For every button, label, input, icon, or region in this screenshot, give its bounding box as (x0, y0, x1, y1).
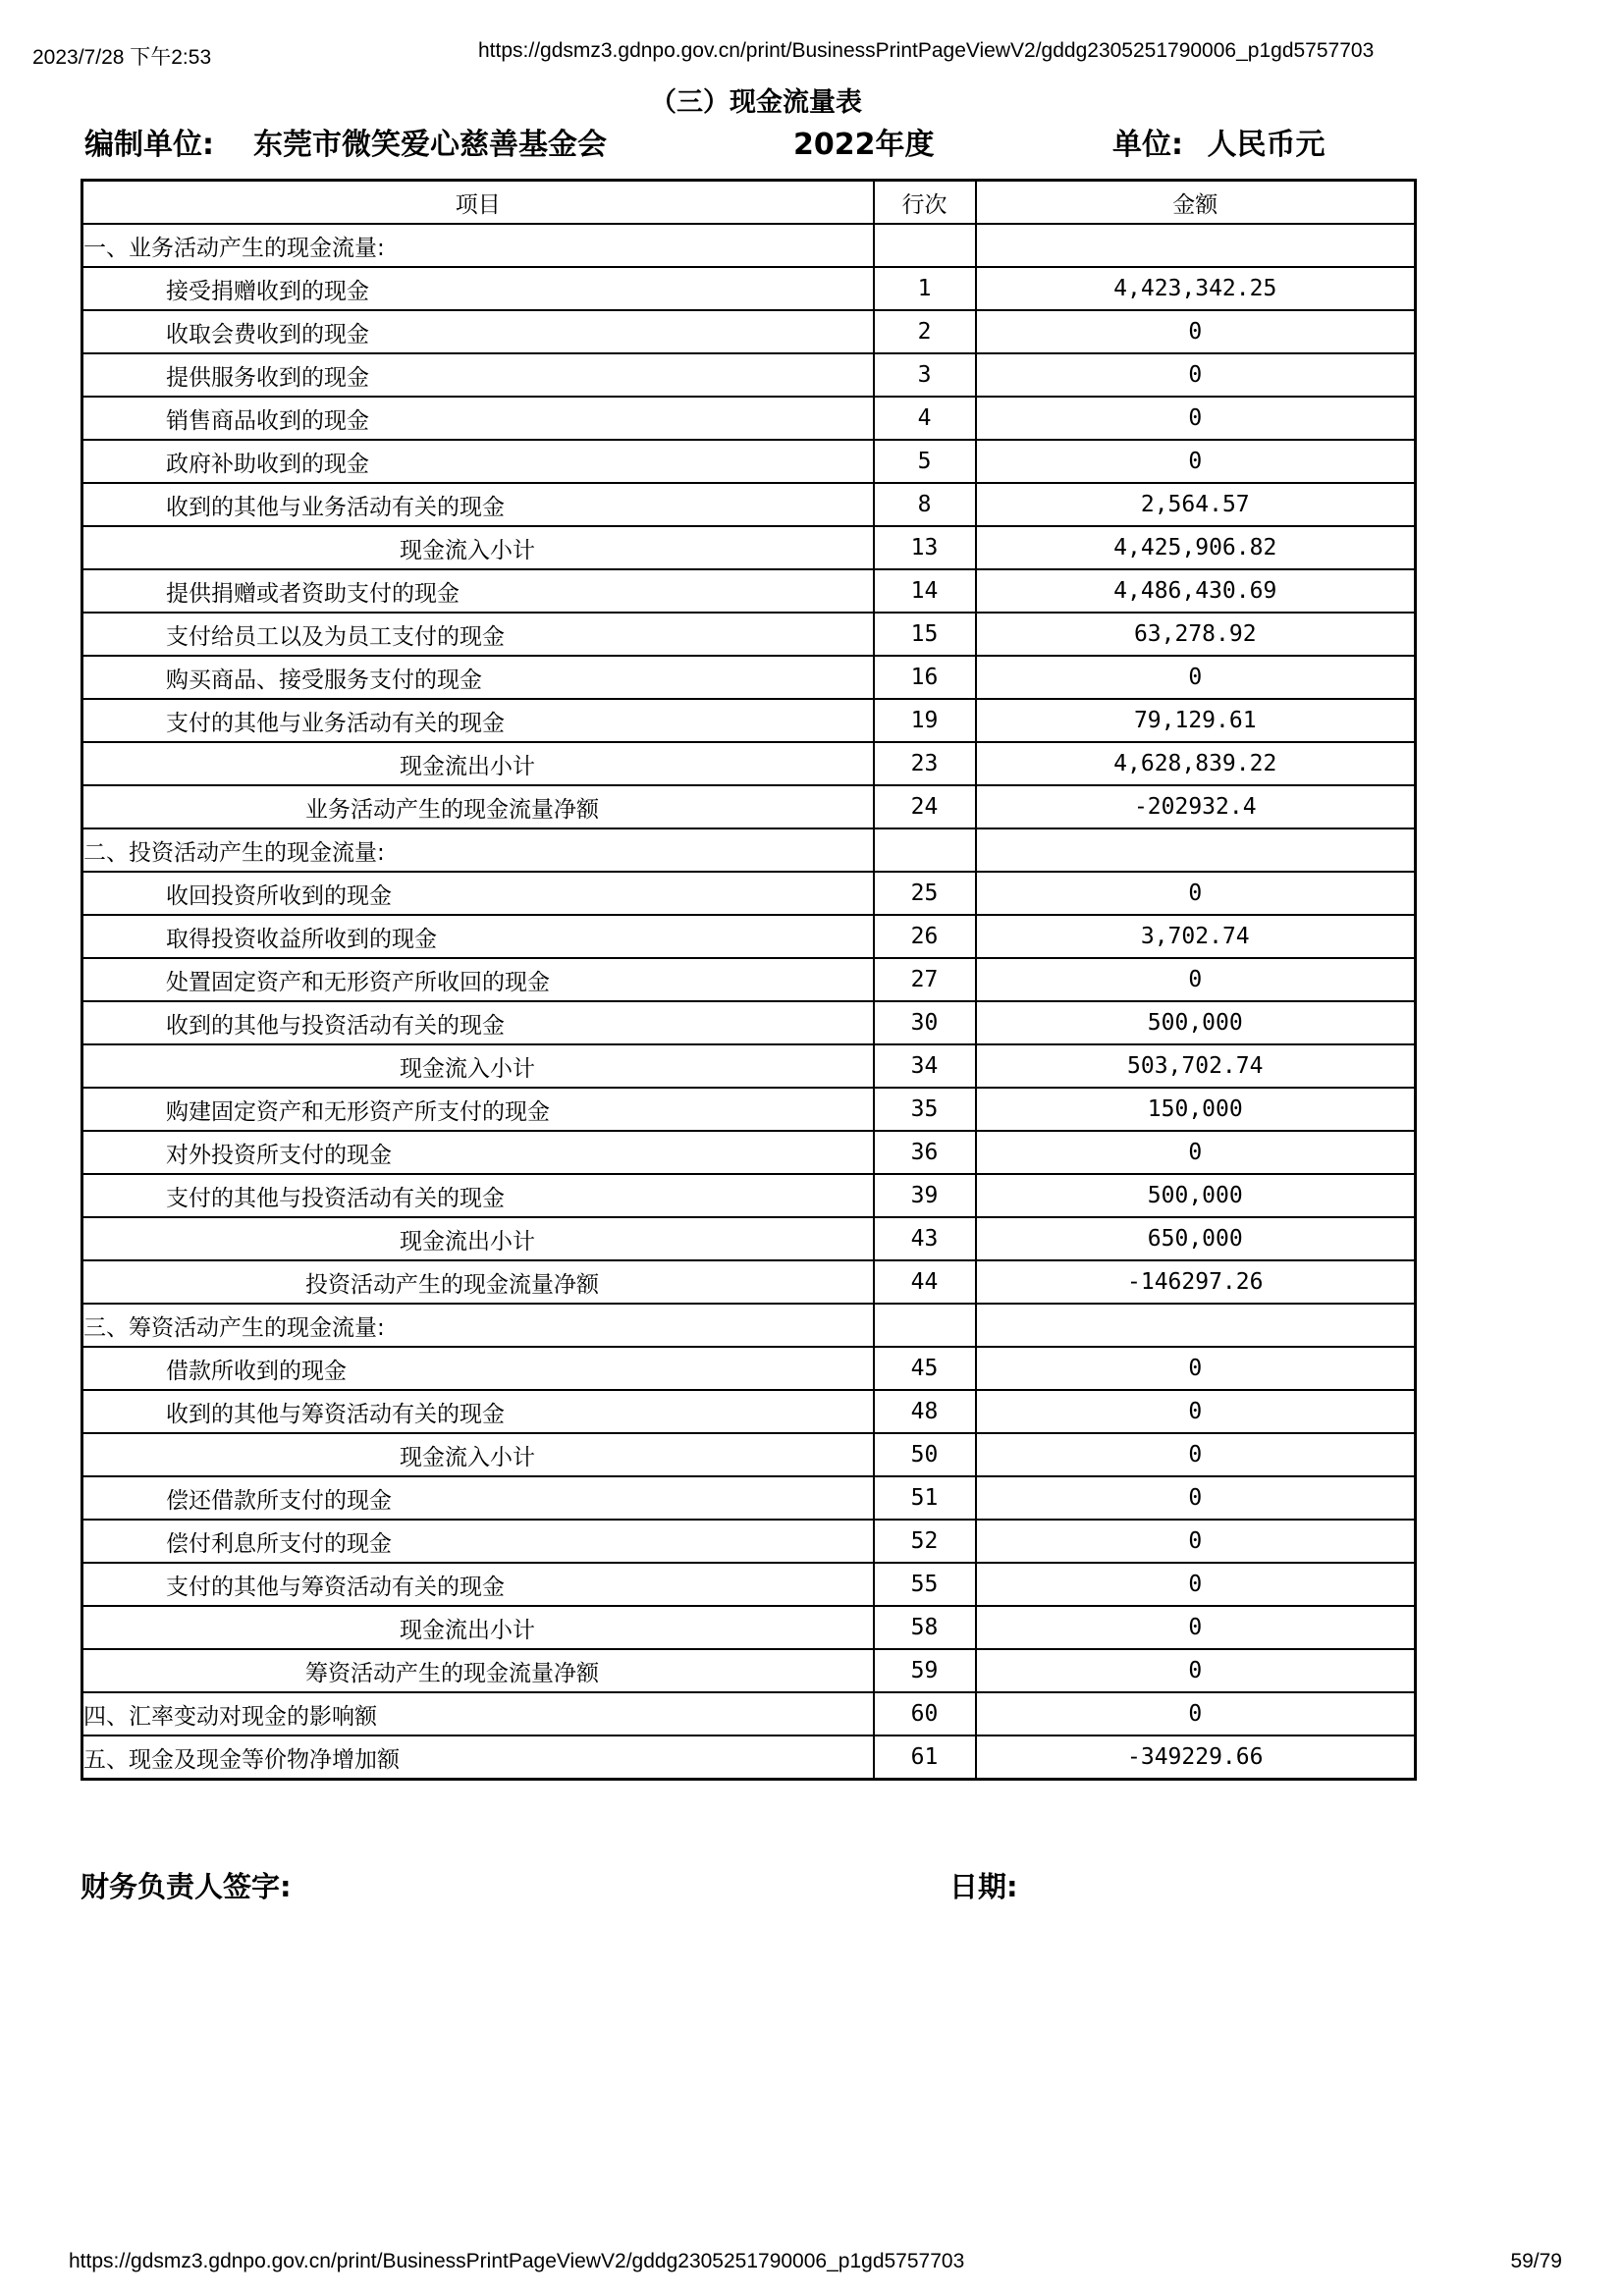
table-row (82, 1304, 1416, 1347)
row-amount (976, 1304, 1416, 1347)
row-item: 购建固定资产和无形资产所支付的现金 (82, 1088, 874, 1131)
row-line: 30 (874, 1001, 976, 1044)
row-item: 筹资活动产生的现金流量净额 (82, 1649, 874, 1692)
row-line: 3 (874, 353, 976, 397)
row-item: 支付的其他与投资活动有关的现金 (82, 1174, 874, 1217)
row-amount: 0 (976, 1476, 1416, 1520)
row-line: 43 (874, 1217, 976, 1260)
row-amount: 0 (976, 397, 1416, 440)
currency-unit (1112, 120, 1325, 163)
row-line: 45 (874, 1347, 976, 1390)
table-row (82, 872, 1416, 915)
row-line: 50 (874, 1433, 976, 1476)
row-amount: 0 (976, 1692, 1416, 1735)
row-amount: 3,702.74 (976, 915, 1416, 958)
table-row (82, 1390, 1416, 1433)
row-amount: 0 (976, 310, 1416, 353)
row-item: 业务活动产生的现金流量净额 (82, 785, 874, 828)
row-line: 60 (874, 1692, 976, 1735)
row-item: 支付的其他与业务活动有关的现金 (82, 699, 874, 742)
row-line (874, 828, 976, 872)
row-amount: 2,564.57 (976, 483, 1416, 526)
unit-value: 人民币元 (1207, 128, 1325, 162)
row-amount: 0 (976, 958, 1416, 1001)
row-line: 52 (874, 1520, 976, 1563)
row-line: 26 (874, 915, 976, 958)
footer-url: https://gdsmz3.gdnpo.gov.cn/print/BusinessPrintPageViewV2/gddg2305251790006_p1gd5757703 (69, 2250, 965, 2272)
row-line: 5 (874, 440, 976, 483)
row-item: 政府补助收到的现金 (82, 440, 874, 483)
row-line: 39 (874, 1174, 976, 1217)
table-row (82, 1433, 1416, 1476)
row-line: 8 (874, 483, 976, 526)
page-title: （三）现金流量表 (650, 87, 862, 118)
row-item: 接受捐赠收到的现金 (82, 267, 874, 310)
header-line: 行次 (874, 181, 976, 225)
table-row (82, 353, 1416, 397)
table-row (82, 1606, 1416, 1649)
table-row (82, 958, 1416, 1001)
table-row (82, 1735, 1416, 1780)
row-item: 购买商品、接受服务支付的现金 (82, 656, 874, 699)
row-amount: 4,423,342.25 (976, 267, 1416, 310)
row-amount: 650,000 (976, 1217, 1416, 1260)
row-item: 现金流出小计 (82, 1217, 874, 1260)
row-amount: -349229.66 (976, 1735, 1416, 1780)
row-item: 一、业务活动产生的现金流量: (82, 224, 874, 267)
row-item: 对外投资所支付的现金 (82, 1131, 874, 1174)
table-header-row (82, 181, 1416, 225)
row-amount: 0 (976, 1347, 1416, 1390)
row-line: 58 (874, 1606, 976, 1649)
table-row (82, 310, 1416, 353)
row-item: 二、投资活动产生的现金流量: (82, 828, 874, 872)
row-line: 51 (874, 1476, 976, 1520)
table-row (82, 1217, 1416, 1260)
table-row (82, 915, 1416, 958)
table-row (82, 1692, 1416, 1735)
org-name: 东莞市微笑爱心慈善基金会 (253, 128, 607, 162)
row-line: 13 (874, 526, 976, 569)
row-line: 1 (874, 267, 976, 310)
table-body (82, 224, 1416, 1780)
row-line: 25 (874, 872, 976, 915)
row-amount: 0 (976, 1131, 1416, 1174)
row-amount: 0 (976, 656, 1416, 699)
row-item: 现金流出小计 (82, 742, 874, 785)
row-item: 现金流入小计 (82, 1044, 874, 1088)
table-row (82, 742, 1416, 785)
table-row (82, 1563, 1416, 1606)
row-line (874, 1304, 976, 1347)
table-row (82, 1520, 1416, 1563)
print-date: 2023/7/28 下午2:53 (32, 46, 212, 69)
org-label: 编制单位: (84, 128, 214, 162)
row-amount: 0 (976, 353, 1416, 397)
table-row (82, 1044, 1416, 1088)
row-item: 取得投资收益所收到的现金 (82, 915, 874, 958)
report-year: 2022年度 (793, 128, 935, 162)
row-item: 收回投资所收到的现金 (82, 872, 874, 915)
table-row (82, 699, 1416, 742)
table-row (82, 1260, 1416, 1304)
row-amount: 0 (976, 1606, 1416, 1649)
cash-flow-table (81, 179, 1417, 1781)
row-amount: 4,628,839.22 (976, 742, 1416, 785)
row-line: 4 (874, 397, 976, 440)
row-amount: 503,702.74 (976, 1044, 1416, 1088)
row-item: 处置固定资产和无形资产所收回的现金 (82, 958, 874, 1001)
row-line: 2 (874, 310, 976, 353)
row-amount: 0 (976, 872, 1416, 915)
table-row (82, 1649, 1416, 1692)
row-amount: 0 (976, 1520, 1416, 1563)
signature-label: 财务负责人签字: (81, 1870, 292, 1903)
row-amount: -202932.4 (976, 785, 1416, 828)
page-number: 59/79 (1510, 2250, 1562, 2272)
row-amount: 0 (976, 1390, 1416, 1433)
row-line: 16 (874, 656, 976, 699)
row-amount: 4,425,906.82 (976, 526, 1416, 569)
table-row (82, 440, 1416, 483)
print-url: https://gdsmz3.gdnpo.gov.cn/print/BusinessPrintPageViewV2/gddg2305251790006_p1gd5757703 (478, 39, 1375, 62)
table-row (82, 828, 1416, 872)
row-amount: -146297.26 (976, 1260, 1416, 1304)
header-amount: 金额 (976, 181, 1416, 225)
table-row (82, 656, 1416, 699)
table-row (82, 224, 1416, 267)
row-line: 61 (874, 1735, 976, 1780)
row-amount: 63,278.92 (976, 613, 1416, 656)
table-row (82, 1001, 1416, 1044)
table-row (82, 1476, 1416, 1520)
row-amount (976, 828, 1416, 872)
row-item: 提供服务收到的现金 (82, 353, 874, 397)
row-item: 收取会费收到的现金 (82, 310, 874, 353)
table-row (82, 569, 1416, 613)
table-row (82, 1088, 1416, 1131)
row-item: 收到的其他与业务活动有关的现金 (82, 483, 874, 526)
row-item: 偿付利息所支付的现金 (82, 1520, 874, 1563)
row-item: 支付给员工以及为员工支付的现金 (82, 613, 874, 656)
table-row (82, 613, 1416, 656)
table-row (82, 1131, 1416, 1174)
header-item: 项目 (82, 181, 874, 225)
row-line (874, 224, 976, 267)
row-item: 现金流入小计 (82, 526, 874, 569)
row-line: 59 (874, 1649, 976, 1692)
row-line: 23 (874, 742, 976, 785)
row-item: 投资活动产生的现金流量净额 (82, 1260, 874, 1304)
row-item: 现金流入小计 (82, 1433, 874, 1476)
row-line: 36 (874, 1131, 976, 1174)
row-item: 收到的其他与筹资活动有关的现金 (82, 1390, 874, 1433)
row-line: 48 (874, 1390, 976, 1433)
table-row (82, 397, 1416, 440)
table-row (82, 267, 1416, 310)
row-item: 提供捐赠或者资助支付的现金 (82, 569, 874, 613)
row-line: 14 (874, 569, 976, 613)
row-item: 支付的其他与筹资活动有关的现金 (82, 1563, 874, 1606)
row-line: 27 (874, 958, 976, 1001)
row-line: 35 (874, 1088, 976, 1131)
row-amount: 4,486,430.69 (976, 569, 1416, 613)
row-amount: 0 (976, 1649, 1416, 1692)
row-item: 借款所收到的现金 (82, 1347, 874, 1390)
row-amount: 0 (976, 1563, 1416, 1606)
row-item: 四、汇率变动对现金的影响额 (82, 1692, 874, 1735)
row-item: 现金流出小计 (82, 1606, 874, 1649)
row-line: 15 (874, 613, 976, 656)
table-row (82, 483, 1416, 526)
row-line: 24 (874, 785, 976, 828)
row-amount (976, 224, 1416, 267)
date-label: 日期: (949, 1870, 1018, 1903)
row-amount: 0 (976, 1433, 1416, 1476)
row-item: 五、现金及现金等价物净增加额 (82, 1735, 874, 1780)
row-item: 收到的其他与投资活动有关的现金 (82, 1001, 874, 1044)
row-item: 偿还借款所支付的现金 (82, 1476, 874, 1520)
table-row (82, 1347, 1416, 1390)
row-line: 34 (874, 1044, 976, 1088)
row-item: 三、筹资活动产生的现金流量: (82, 1304, 874, 1347)
row-item: 销售商品收到的现金 (82, 397, 874, 440)
table-row (82, 1174, 1416, 1217)
unit-label: 单位: (1112, 128, 1183, 162)
table-row (82, 785, 1416, 828)
row-line: 19 (874, 699, 976, 742)
row-line: 44 (874, 1260, 976, 1304)
table-row (82, 526, 1416, 569)
row-amount: 500,000 (976, 1174, 1416, 1217)
row-amount: 500,000 (976, 1001, 1416, 1044)
row-amount: 79,129.61 (976, 699, 1416, 742)
row-line: 55 (874, 1563, 976, 1606)
row-amount: 0 (976, 440, 1416, 483)
row-amount: 150,000 (976, 1088, 1416, 1131)
